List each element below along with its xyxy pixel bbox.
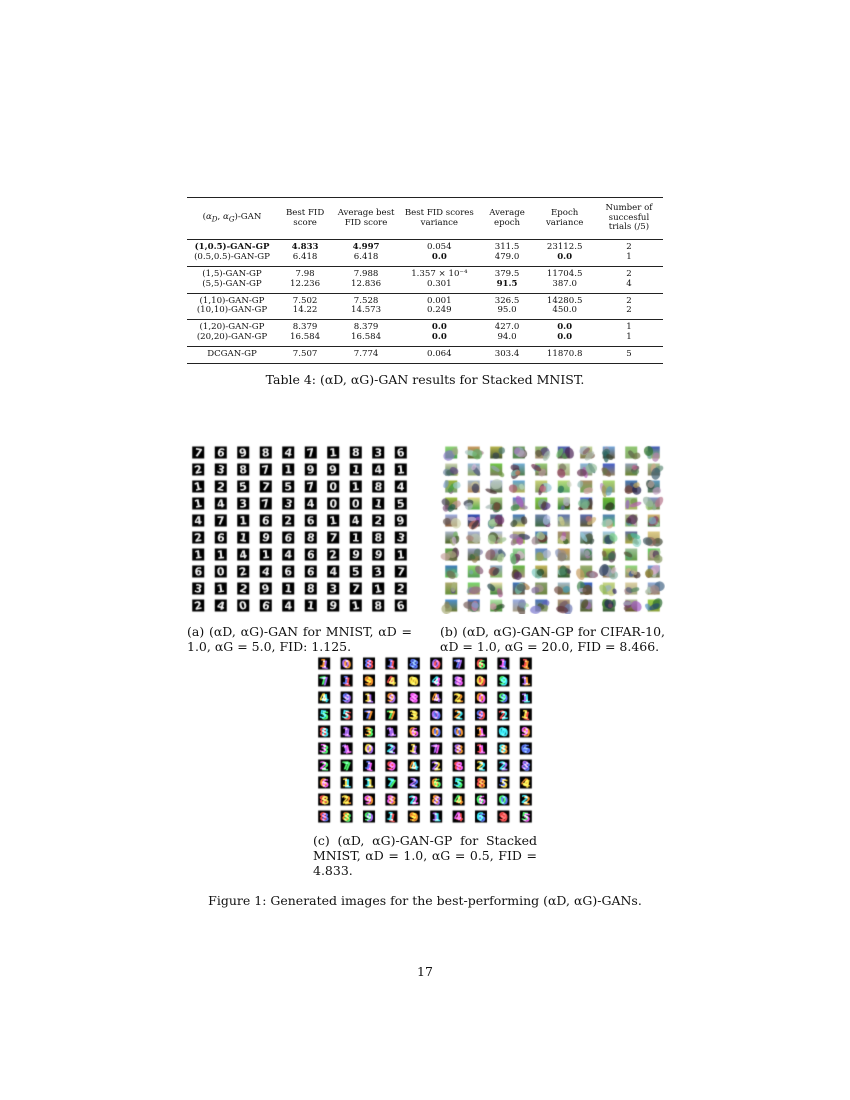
cell-best-fid: 7.98 — [295, 268, 315, 279]
cell-model: (1,10)-GAN-GP — [199, 295, 265, 306]
cell-model: (1,20)-GAN-GP — [199, 322, 265, 333]
cell-trials: 2 — [626, 295, 632, 306]
cell-model: (1,0.5)-GAN-GP — [194, 242, 270, 252]
cell-avg-best-fid: 7.774 — [353, 349, 379, 360]
cell-avg-best-fid: 4.997 — [352, 242, 380, 252]
cell-model: (5,5)-GAN-GP — [202, 278, 262, 289]
cell-trials: 1 — [626, 251, 632, 262]
cell-best-fid: 8.379 — [292, 322, 318, 333]
cell-epoch-variance: 0.0 — [557, 322, 573, 333]
cell-trials: 2 — [626, 305, 632, 316]
cell-model: (20,20)-GAN-GP — [196, 332, 268, 343]
cell-avg-epoch: 94.0 — [497, 332, 517, 343]
cell-trials: 4 — [626, 278, 632, 289]
subcaption-b-text: (b) (αD, αG)-GAN-GP for CIFAR-10, αD = 1.0, αG = 20.0, FID = 8.466. — [440, 624, 669, 654]
cell-best-fid: 16.584 — [290, 332, 321, 343]
table-row — [187, 280, 663, 293]
cell-avg-epoch: 326.5 — [494, 295, 520, 306]
cell-avg-epoch: 427.0 — [494, 322, 520, 333]
cell-best-fid: 7.502 — [292, 295, 318, 306]
cell-fid-variance: 0.249 — [427, 305, 452, 316]
cell-trials: 1 — [626, 332, 632, 343]
subcaption-b — [440, 624, 669, 654]
cell-avg-best-fid: 16.584 — [351, 332, 382, 343]
results-table — [187, 197, 663, 364]
table-row — [187, 306, 663, 319]
subcaption-a-text: (a) (αD, αG)-GAN for MNIST, αD = 1.0, αG = 5.0, FID: 1.125. — [187, 624, 416, 654]
cell-fid-variance: 1.357 × 10⁻⁴ — [411, 268, 468, 279]
page-number: 17 — [417, 964, 433, 979]
table-group-1 — [187, 240, 663, 267]
cell-avg-epoch: 379.5 — [494, 268, 520, 279]
cell-epoch-variance: 11870.8 — [546, 349, 583, 360]
table-row — [187, 347, 663, 364]
cell-fid-variance: 0.054 — [427, 242, 452, 252]
cell-trials: 1 — [626, 322, 632, 333]
cell-avg-epoch: 95.0 — [497, 305, 517, 316]
table-row — [187, 253, 663, 266]
cell-avg-best-fid: 6.418 — [353, 251, 379, 262]
cifar-samples-grid — [440, 444, 665, 614]
subcaption-a — [187, 624, 416, 654]
cell-trials: 2 — [626, 242, 632, 252]
cell-model: (1,5)-GAN-GP — [202, 268, 262, 279]
header-epoch-variance: Epoch variance — [545, 207, 584, 228]
cell-epoch-variance: 387.0 — [552, 278, 577, 289]
cell-best-fid: 6.418 — [292, 251, 318, 262]
stacked-mnist-samples-grid — [313, 655, 537, 825]
table-group-5 — [187, 347, 663, 364]
cell-trials: 5 — [626, 349, 632, 360]
table-group-3 — [187, 293, 663, 320]
cell-model: (0.5,0.5)-GAN-GP — [194, 251, 270, 262]
cell-avg-best-fid: 12.836 — [351, 278, 382, 289]
cell-fid-variance: 0.0 — [431, 251, 447, 262]
cell-epoch-variance: 14280.5 — [546, 295, 583, 306]
table-header-row — [187, 198, 663, 240]
cell-epoch-variance: 11704.5 — [546, 268, 583, 279]
table-row — [187, 240, 663, 253]
figure-caption — [0, 893, 850, 909]
table-row — [187, 333, 663, 346]
cell-fid-variance: 0.064 — [427, 349, 452, 360]
header-avg-best-fid: Average best FID score — [337, 207, 395, 228]
cell-avg-best-fid: 14.573 — [351, 305, 382, 316]
cell-best-fid: 4.833 — [291, 242, 319, 252]
cell-model: DCGAN-GP — [207, 349, 257, 360]
subcaption-c — [313, 833, 541, 878]
table-row — [187, 266, 663, 279]
cell-epoch-variance: 0.0 — [557, 332, 573, 343]
cell-epoch-variance: 450.0 — [552, 305, 577, 316]
table-group-2 — [187, 266, 663, 293]
header-model: ($\alpha_D$, $\alpha_G$)-GAN — [202, 212, 262, 224]
header-best-fid: Best FID score — [285, 207, 325, 228]
cell-best-fid: 12.236 — [290, 278, 321, 289]
cell-epoch-variance: 0.0 — [557, 251, 573, 262]
header-avg-epoch: Average epoch — [489, 207, 525, 228]
cell-fid-variance: 0.301 — [427, 278, 452, 289]
header-fid-variance: Best FID scores variance — [404, 207, 474, 228]
cell-avg-epoch: 311.5 — [494, 242, 520, 252]
cell-avg-epoch: 303.4 — [494, 349, 520, 360]
figure-caption-text: Figure 1: Generated images for the best-performing (αD, αG)-GANs. — [208, 893, 642, 908]
cell-best-fid: 14.22 — [292, 305, 318, 316]
cell-avg-best-fid: 7.988 — [353, 268, 379, 279]
cell-avg-best-fid: 7.528 — [353, 295, 379, 306]
cell-best-fid: 7.507 — [292, 349, 318, 360]
cell-avg-epoch: 479.0 — [494, 251, 520, 262]
cell-epoch-variance: 23112.5 — [546, 242, 583, 252]
cell-avg-best-fid: 8.379 — [353, 322, 379, 333]
mnist-samples-image — [187, 444, 412, 614]
cell-fid-variance: 0.001 — [427, 295, 452, 306]
cell-fid-variance: 0.0 — [431, 322, 447, 333]
cell-fid-variance: 0.0 — [431, 332, 447, 343]
subcaption-c-text: (c) (αD, αG)-GAN-GP for Stacked MNIST, αD = 1.0, αG = 0.5, FID = 4.833. — [313, 833, 541, 878]
stacked-mnist-samples-image — [313, 655, 537, 825]
cell-avg-epoch: 91.5 — [496, 278, 518, 289]
cifar-samples-image — [440, 444, 665, 614]
table-group-4 — [187, 320, 663, 347]
table-caption — [0, 372, 850, 388]
cell-trials: 2 — [626, 268, 632, 279]
header-successful-trials: Number of succesful trials (/5) — [605, 202, 653, 233]
mnist-samples-grid — [187, 444, 412, 614]
cell-model: (10,10)-GAN-GP — [196, 305, 268, 316]
table-caption-text: Table 4: (αD, αG)-GAN results for Stacked MNIST. — [265, 372, 585, 387]
